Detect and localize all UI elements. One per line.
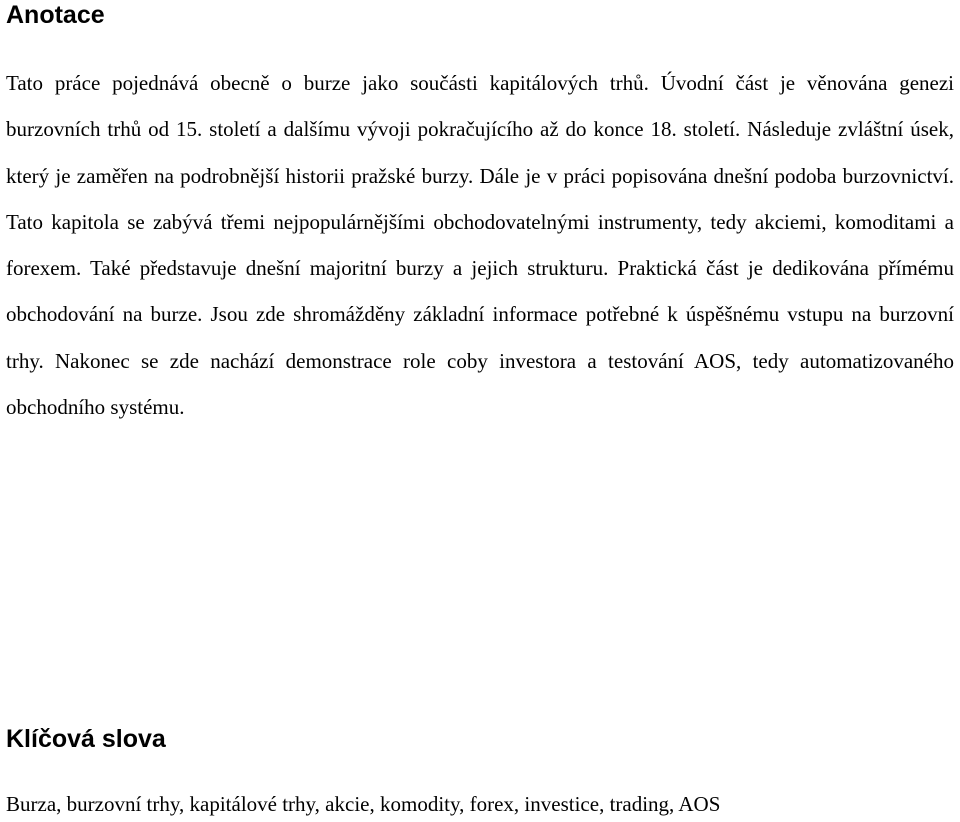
document-page	[6, 0, 954, 822]
abstract-paragraph: Tato práce pojednává obecně o burze jako součásti kapitálových trhů. Úvodní část je věnována genezi burzovních trhů od 15. století a dalšímu vývoji pokračujícího až do konce 18. století. Následuje zvláštní úsek, který je zaměřen na podrobnější historii pražské burzy. Dále je v práci popisována dnešní podoba burzovnictví. Tato kapitola se zabývá třemi nejpopulárnějšími obchodovatelnými instrumenty, tedy akciemi, komoditami a forexem. Také představuje dnešní majoritní burzy a jejich strukturu. Praktická část je dedikována přímému obchodování na burze. Jsou zde shromážděny základní informace potřebné k úspěšnému vstupu na burzovní trhy. Nakonec se zde nachází demonstrace role coby investora a testování AOS, tedy automatizovaného obchodního systému.	[6, 71, 954, 420]
abstract-heading: Anotace	[6, 1, 105, 29]
keywords-heading: Klíčová slova	[6, 725, 166, 753]
keywords-list: Burza, burzovní trhy, kapitálové trhy, akcie, komodity, forex, investice, trading, AOS	[6, 792, 721, 816]
